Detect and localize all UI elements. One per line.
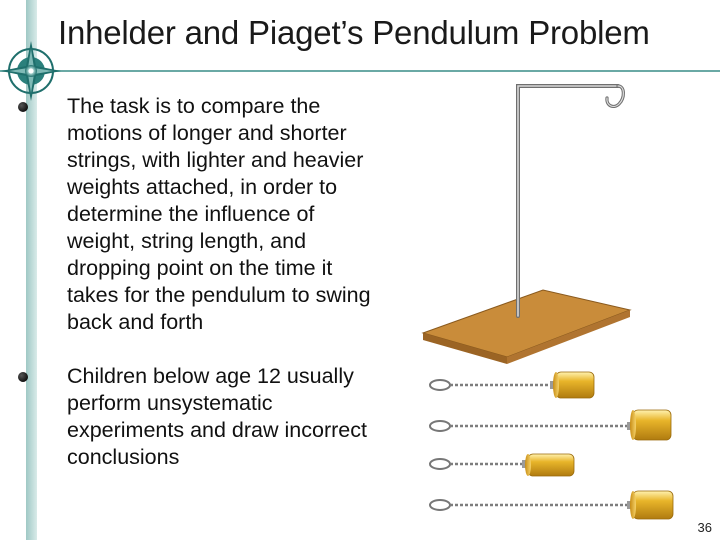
stand-pole — [518, 86, 623, 316]
string-weight-1 — [430, 372, 594, 398]
bullet-item — [18, 363, 388, 503]
wooden-base — [423, 290, 630, 364]
bullet-list — [18, 93, 388, 503]
bullet-dot-icon — [18, 372, 28, 382]
string-weight-2 — [430, 410, 671, 440]
pendulum-apparatus-illustration — [415, 80, 720, 520]
bullet-dot-icon — [18, 102, 28, 112]
bullet-text: Children below age 12 usually perform unsystematic experiments and draw incorrect conclusions — [67, 364, 367, 469]
string-weight-4 — [430, 491, 673, 519]
bullet-item — [18, 93, 388, 363]
string-weight-3 — [430, 454, 574, 476]
page-number: 36 — [697, 520, 712, 535]
slide-title: Inhelder and Piaget’s Pendulum Problem — [58, 14, 650, 51]
bullet-text: The task is to compare the motions of longer and shorter strings, with lighter and heavier weights attached, in order to determine the influence of weight, string length, and dropping point on the time it takes for the pendulum to swing back and forth — [67, 94, 371, 334]
compass-star-icon — [1, 41, 61, 101]
title-rule — [0, 70, 720, 72]
